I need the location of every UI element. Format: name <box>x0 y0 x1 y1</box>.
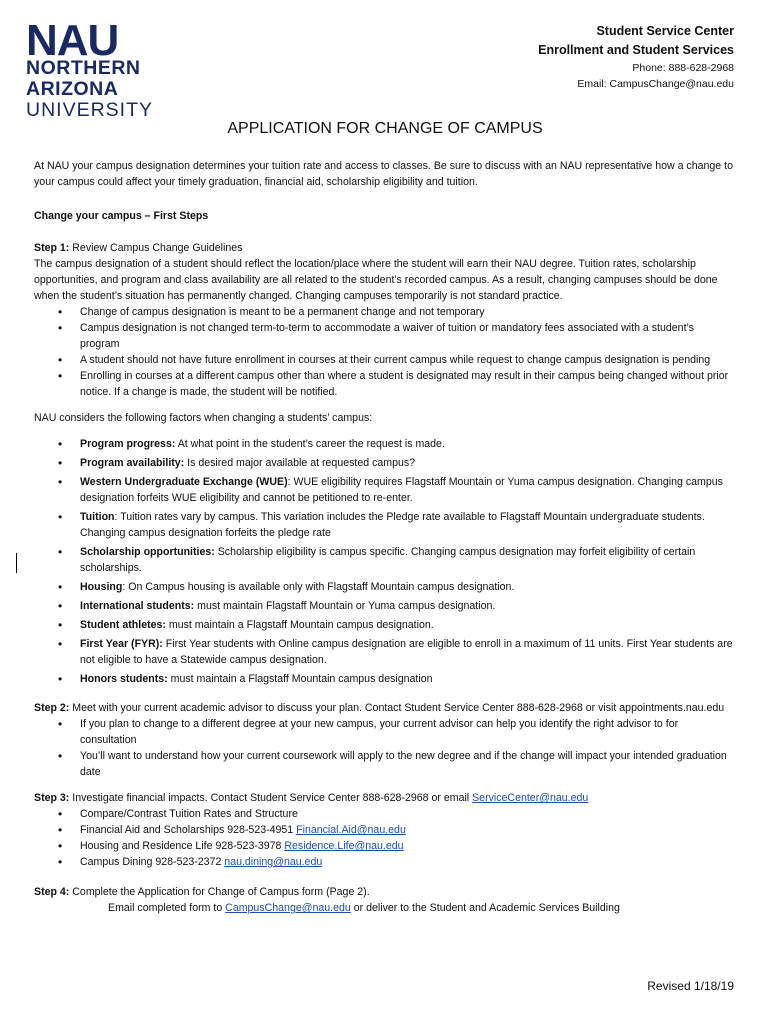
list-item: • Housing and Residence Life 928-523-3978 Residence.Life@nau.edu <box>80 838 734 854</box>
logo-arizona: ARIZONA <box>26 78 119 100</box>
document-body <box>34 158 734 916</box>
first-steps-heading: Change your campus – First Steps <box>34 210 209 222</box>
list-item: • Scholarship opportunities: Scholarship eligibility is campus specific. Changing campus designation may forfeit eligibility of certain scholarships. <box>80 544 734 576</box>
residence-life-email-link[interactable]: Residence.Life@nau.edu <box>284 840 404 852</box>
step1-list <box>34 304 734 400</box>
logo-university: UNIVERSITY <box>26 99 154 121</box>
list-item: • International students: must maintain Flagstaff Mountain or Yuma campus designation. <box>80 598 734 614</box>
list-item: • Enrolling in courses at a different campus other than where a student is designated may result in their campus being changed without prior notice. If a change is made, the student will be notified. <box>80 368 734 400</box>
nau-logo <box>26 16 154 121</box>
step3-list <box>34 806 734 870</box>
dept-name: Enrollment and Student Services <box>538 43 734 57</box>
intro-paragraph: At NAU your campus designation determines your tuition rate and access to classes. Be sure to discuss with an NAU representative how a change to your campus could affect your timely graduation, financial aid, scholarship eligibility and tuition. <box>34 160 733 188</box>
step2-body: Step 2: Meet with your current academic advisor to discuss your plan. Contact Student Service Center 888-628-2968 or visit appointments.nau.edu <box>34 702 725 714</box>
service-center-email-link[interactable]: ServiceCenter@nau.edu <box>472 792 589 804</box>
list-item: • If you plan to change to a different degree at your new campus, your current advisor can help you identify the right advisor to for consultation <box>80 716 734 748</box>
page-title: APPLICATION FOR CHANGE OF CAMPUS <box>227 120 543 137</box>
financial-aid-email-link[interactable]: Financial.Aid@nau.edu <box>296 824 406 836</box>
factors-list <box>34 436 734 687</box>
list-item: • Honors students: must maintain a Flagstaff Mountain campus designation <box>80 671 734 687</box>
list-item: • Financial Aid and Scholarships 928-523-4951 Financial.Aid@nau.edu <box>80 822 734 838</box>
phone: Phone: 888-628-2968 <box>632 62 734 74</box>
contact-header <box>538 22 734 92</box>
list-item: • Program availability: Is desired major available at requested campus? <box>80 455 734 471</box>
campus-change-email-link[interactable]: CampusChange@nau.edu <box>225 902 351 914</box>
step4-line2: Email completed form to CampusChange@nau.edu or deliver to the Student and Academic Services Building <box>108 902 620 914</box>
list-item: • Compare/Contrast Tuition Rates and Structure <box>80 806 734 822</box>
step2-list <box>34 716 734 780</box>
step1-heading: Step 1: Review Campus Change Guidelines <box>34 242 243 254</box>
logo-nau: NAU <box>26 16 119 65</box>
revised-date: Revised 1/18/19 <box>647 979 734 993</box>
text-cursor <box>16 553 17 573</box>
list-item: • Western Undergraduate Exchange (WUE): WUE eligibility requires Flagstaff Mountain or Yuma campus designation. Changing campus designation forfeits WUE eligibility and cannot be petitioned to re-enter. <box>80 474 734 506</box>
list-item: • Campus Dining 928-523-2372 nau.dining@nau.edu <box>80 854 734 870</box>
list-item: • Campus designation is not changed term-to-term to accommodate a waiver of tuition or mandatory fees associated with a student’s program <box>80 320 734 352</box>
list-item: • A student should not have future enrollment in courses at their current campus while request to change campus designation is pending <box>80 352 734 368</box>
factors-intro: NAU considers the following factors when changing a students’ campus: <box>34 412 373 424</box>
list-item: • Change of campus designation is meant to be a permanent change and not temporary <box>80 304 734 320</box>
dining-email-link[interactable]: nau.dining@nau.edu <box>224 856 323 868</box>
logo-northern: NORTHERN <box>26 57 141 79</box>
list-item: • Tuition: Tuition rates vary by campus. This variation includes the Pledge rate available to Flagstaff Mountain undergraduate students. Changing campus designation forfeits the pledge rate <box>80 509 734 541</box>
step1-body: The campus designation of a student should reflect the location/place where the student will earn their NAU degree. Tuition rates, scholarship opportunities, and program and class availability are all related to the student’s recorded campus. As a result, changing campuses should be done when the student’s situation has permanently changed. Changing campuses temporarily is not standard practice. <box>34 258 718 302</box>
list-item: • Housing: On Campus housing is available only with Flagstaff Mountain campus designation. <box>80 579 734 595</box>
office-name: Student Service Center <box>596 24 734 38</box>
list-item: • You’ll want to understand how your current coursework will apply to the new degree and if the change will impact your intended graduation date <box>80 748 734 780</box>
list-item: • First Year (FYR): First Year students with Online campus designation are eligible to enroll in a maximum of 11 units. First Year students are not eligible to have a Statewide campus designation. <box>80 636 734 668</box>
email: Email: CampusChange@nau.edu <box>577 78 734 90</box>
step4-body: Step 4: Complete the Application for Change of Campus form (Page 2). <box>34 886 370 898</box>
list-item: • Student athletes: must maintain a Flagstaff Mountain campus designation. <box>80 617 734 633</box>
list-item: • Program progress: At what point in the student’s career the request is made. <box>80 436 734 452</box>
step3-body: Step 3: Investigate financial impacts. Contact Student Service Center 888-628-2968 or email ServiceCenter@nau.edu <box>34 792 589 804</box>
